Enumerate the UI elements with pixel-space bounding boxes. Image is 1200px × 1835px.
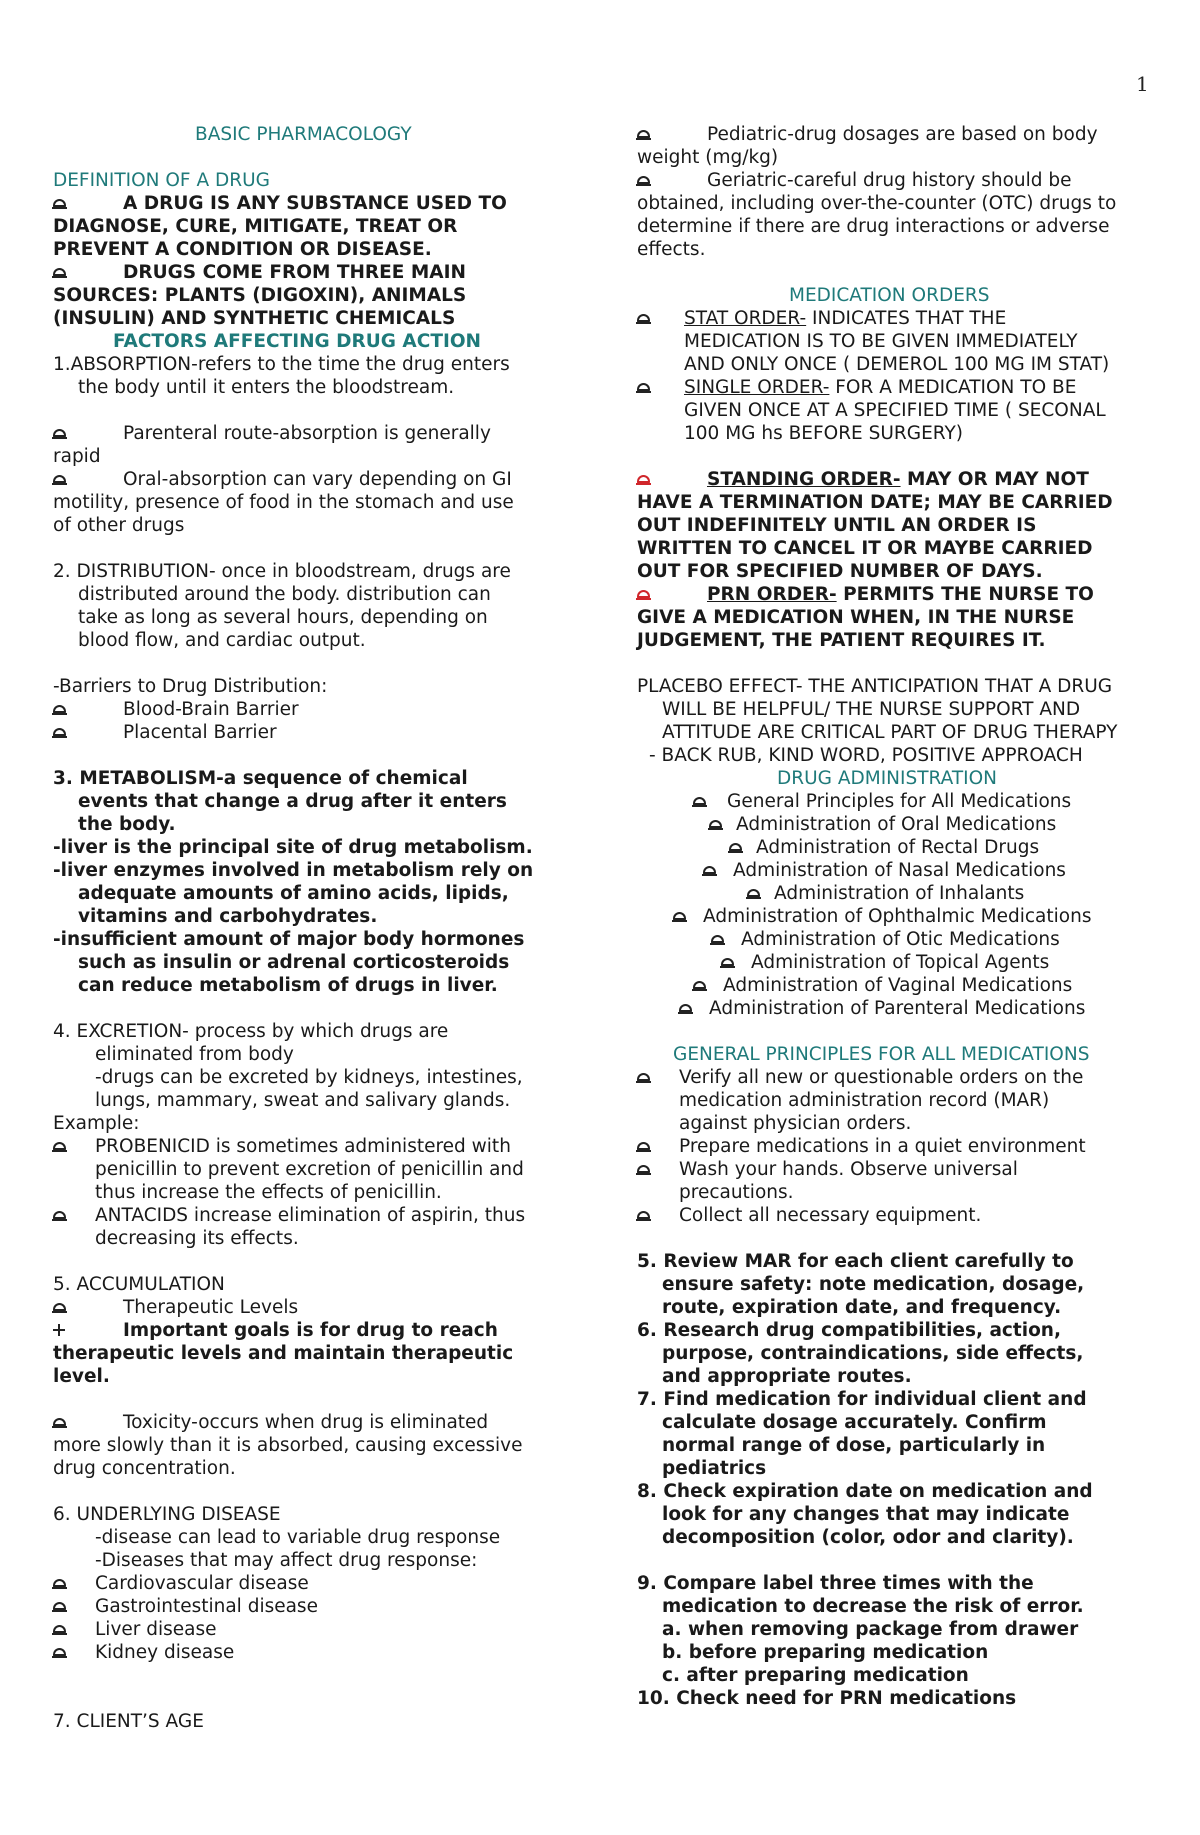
bell-icon [53, 1648, 66, 1656]
step-9-text: medication to decrease the risk of error. [662, 1596, 1084, 1617]
insufficient-text: such as insulin or adrenal corticosteroids [78, 952, 510, 973]
insufficient-text: -insufficient amount of major body hormones [53, 929, 525, 950]
toxicity-text: more slowly than it is absorbed, causing excessive [53, 1435, 523, 1456]
stat-order-label: STAT ORDER- [684, 308, 807, 329]
important-text: Important goals is for drug to reach [123, 1320, 498, 1341]
disease-text: -disease can lead to variable drug response [95, 1527, 501, 1548]
def-bullet-1: A DRUG IS ANY SUBSTANCE USED TO [123, 193, 507, 214]
alert-bell-icon [637, 475, 650, 483]
bell-icon [53, 268, 66, 276]
bell-icon [53, 429, 66, 437]
absorption-text: 1.ABSORPTION-refers to the time the drug enters [53, 354, 510, 375]
important-text: level. [53, 1366, 110, 1387]
bell-icon [637, 130, 650, 138]
step-text: normal range of dose, particularly in [662, 1435, 1046, 1456]
placebo-text: ATTITUDE ARE CRITICAL PART OF DRUG THERAPY [662, 722, 1118, 743]
bell-icon [53, 705, 66, 713]
barrier-item: Blood-Brain Barrier [123, 699, 299, 720]
disease-item: Cardiovascular disease [95, 1573, 309, 1594]
therapeutic-text: Therapeutic Levels [123, 1297, 299, 1318]
single-order-text: GIVEN ONCE AT A SPECIFIED TIME ( SECONAL [684, 400, 1106, 421]
def-bullet-1-line: DIAGNOSE, CURE, MITIGATE, TREAT OR [53, 216, 458, 237]
bell-icon [679, 1004, 692, 1012]
bell-icon [53, 728, 66, 736]
metabolism-text: 3. METABOLISM-a sequence of chemical [53, 768, 468, 789]
probenicid-text: PROBENICID is sometimes administered with [95, 1136, 511, 1157]
step-text: route, expiration date, and frequency. [662, 1297, 1062, 1318]
stat-order-text: MEDICATION IS TO BE GIVEN IMMEDIATELY [684, 331, 1078, 352]
alert-bell-icon [637, 590, 650, 598]
page-number: 1 [1136, 72, 1149, 96]
geriatric-text: obtained, including over-the-counter (OTC) drugs to [637, 193, 1117, 214]
step-text: purpose, contraindications, side effects, [662, 1343, 1084, 1364]
step-9-text: 9. Compare label three times with the [637, 1573, 1034, 1594]
factors-heading: FACTORS AFFECTING DRUG ACTION [113, 331, 482, 352]
step-9-text: b. before preparing medication [662, 1642, 989, 1663]
bell-icon [53, 1142, 66, 1150]
distribution-text: take as long as several hours, depending on [78, 607, 488, 628]
liver-text: -liver is the principal site of drug metabolism. [53, 837, 533, 858]
principle-item: precautions. [679, 1182, 794, 1203]
admin-item: Administration of Oral Medications [736, 814, 1057, 835]
bell-icon [711, 935, 724, 943]
example-label: Example: [53, 1113, 140, 1134]
step-text: decomposition (color, odor and clarity). [662, 1527, 1074, 1548]
placebo-text: WILL BE HELPFUL/ THE NURSE SUPPORT AND [662, 699, 1081, 720]
toxicity-text: drug concentration. [53, 1458, 236, 1479]
admin-item: Administration of Parenteral Medications [709, 998, 1086, 1019]
geriatric-text: effects. [637, 239, 706, 260]
principle-item: Wash your hands. Observe universal [679, 1159, 1018, 1180]
bell-icon [721, 958, 734, 966]
principles-heading: GENERAL PRINCIPLES FOR ALL MEDICATIONS [673, 1044, 1090, 1065]
standing-order-text: WRITTEN TO CANCEL IT OR MAYBE CARRIED [637, 538, 1093, 559]
liver-text: adequate amounts of amino acids, lipids, [78, 883, 509, 904]
bell-icon [747, 889, 760, 897]
insufficient-text: can reduce metabolism of drugs in liver. [78, 975, 498, 996]
bell-icon [53, 1211, 66, 1219]
bell-icon [637, 176, 650, 184]
client-age-heading: 7. CLIENT’S AGE [53, 1711, 204, 1732]
bell-icon [709, 820, 722, 828]
important-text: therapeutic levels and maintain therapeutic [53, 1343, 514, 1364]
disease-item: Kidney disease [95, 1642, 235, 1663]
bell-icon [53, 1602, 66, 1610]
bell-icon [729, 843, 742, 851]
bell-icon [637, 1165, 650, 1173]
step-text: and appropriate routes. [662, 1366, 912, 1387]
underlying-heading: 6. UNDERLYING DISEASE [53, 1504, 281, 1525]
bell-icon [53, 475, 66, 483]
prn-order-label: PRN ORDER- [707, 584, 837, 605]
distribution-text: 2. DISTRIBUTION- once in bloodstream, drugs are [53, 561, 511, 582]
excretion-text: eliminated from body [95, 1044, 294, 1065]
disease-text: -Diseases that may affect drug response: [95, 1550, 478, 1571]
probenicid-text: thus increase the effects of penicillin. [95, 1182, 442, 1203]
step-text: look for any changes that may indicate [662, 1504, 1070, 1525]
distribution-text: distributed around the body. distribution can [78, 584, 491, 605]
admin-item: Administration of Topical Agents [751, 952, 1050, 973]
admin-item: Administration of Otic Medications [741, 929, 1060, 950]
def-bullet-2-line: SOURCES: PLANTS (DIGOXIN), ANIMALS [53, 285, 467, 306]
bell-icon [53, 199, 66, 207]
probenicid-text: penicillin to prevent excretion of penicillin and [95, 1159, 524, 1180]
step-9-text: c. after preparing medication [662, 1665, 969, 1686]
orders-heading: MEDICATION ORDERS [789, 285, 990, 306]
single-order-text: FOR A MEDICATION TO BE [829, 377, 1077, 398]
admin-item: Administration of Ophthalmic Medications [703, 906, 1092, 927]
def-bullet-2: DRUGS COME FROM THREE MAIN [123, 262, 466, 283]
metabolism-text: events that change a drug after it enters [78, 791, 507, 812]
oral-text: motility, presence of food in the stomach and use [53, 492, 514, 513]
barrier-item: Placental Barrier [123, 722, 277, 743]
step-9-text: a. when removing package from drawer [662, 1619, 1079, 1640]
antacids-text: ANTACIDS increase elimination of aspirin, thus [95, 1205, 526, 1226]
bell-icon [637, 1073, 650, 1081]
bell-icon [637, 383, 650, 391]
standing-order-text: OUT INDEFINITELY UNTIL AN ORDER IS [637, 515, 1037, 536]
standing-order-text: OUT FOR SPECIFIED NUMBER OF DAYS. [637, 561, 1043, 582]
prn-order-text: PERMITS THE NURSE TO [836, 584, 1094, 605]
excretion-text: lungs, mammary, sweat and salivary glands. [95, 1090, 511, 1111]
bell-icon [53, 1418, 66, 1426]
principle-item: Prepare medications in a quiet environment [679, 1136, 1086, 1157]
admin-heading: DRUG ADMINISTRATION [777, 768, 997, 789]
parenteral-text: rapid [53, 446, 101, 467]
antacids-text: decreasing its effects. [95, 1228, 299, 1249]
step-text: 7. Find medication for individual client and [637, 1389, 1087, 1410]
stat-order-text: INDICATES THAT THE [806, 308, 1007, 329]
liver-text: vitamins and carbohydrates. [78, 906, 378, 927]
principle-item: medication administration record (MAR) [679, 1090, 1050, 1111]
def-bullet-1-line: PREVENT A CONDITION OR DISEASE. [53, 239, 432, 260]
excretion-text: 4. EXCRETION- process by which drugs are [53, 1021, 449, 1042]
absorption-text: the body until it enters the bloodstream. [78, 377, 455, 398]
standing-order-text: MAY OR MAY NOT [900, 469, 1089, 490]
standing-order-label: STANDING ORDER- [707, 469, 901, 490]
step-text: ensure safety: note medication, dosage, [662, 1274, 1085, 1295]
prn-order-text: GIVE A MEDICATION WHEN, IN THE NURSE [637, 607, 1075, 628]
accumulation-heading: 5. ACCUMULATION [53, 1274, 225, 1295]
definition-heading: DEFINITION OF A DRUG [53, 170, 270, 191]
right-column [637, 123, 1157, 1710]
left-column [53, 123, 573, 1733]
document-title: BASIC PHARMACOLOGY [195, 124, 412, 145]
admin-item: Administration of Inhalants [774, 883, 1025, 904]
admin-item: General Principles for All Medications [727, 791, 1072, 812]
principle-item: Verify all new or questionable orders on the [679, 1067, 1084, 1088]
disease-item: Liver disease [95, 1619, 217, 1640]
oral-text: of other drugs [53, 515, 185, 536]
placebo-text: PLACEBO EFFECT- THE ANTICIPATION THAT A DRUG [637, 676, 1113, 697]
principle-item: Collect all necessary equipment. [679, 1205, 982, 1226]
placebo-text: - BACK RUB, KIND WORD, POSITIVE APPROACH [649, 745, 1083, 766]
bell-icon [53, 1303, 66, 1311]
liver-text: -liver enzymes involved in metabolism rely on [53, 860, 534, 881]
geriatric-text: Geriatric-careful drug history should be [707, 170, 1072, 191]
step-text: 6. Research drug compatibilities, action, [637, 1320, 1061, 1341]
oral-text: Oral-absorption can vary depending on GI [123, 469, 512, 490]
disease-item: Gastrointestinal disease [95, 1596, 318, 1617]
step-text: 8. Check expiration date on medication and [637, 1481, 1093, 1502]
bell-icon [637, 314, 650, 322]
step-10-text: 10. Check need for PRN medications [637, 1688, 1017, 1709]
bell-icon [53, 1579, 66, 1587]
pediatric-text: Pediatric-drug dosages are based on body [707, 124, 1098, 145]
step-text: calculate dosage accurately. Confirm [662, 1412, 1047, 1433]
principle-item: against physician orders. [679, 1113, 912, 1134]
bell-icon [693, 981, 706, 989]
bell-icon [673, 912, 686, 920]
def-bullet-2-line: (INSULIN) AND SYNTHETIC CHEMICALS [53, 308, 456, 329]
diamond-icon [53, 1324, 65, 1336]
single-order-label: SINGLE ORDER- [684, 377, 830, 398]
bell-icon [693, 797, 706, 805]
toxicity-text: Toxicity-occurs when drug is eliminated [123, 1412, 489, 1433]
stat-order-text: AND ONLY ONCE ( DEMEROL 100 MG IM STAT) [684, 354, 1110, 375]
bell-icon [703, 866, 716, 874]
step-text: 5. Review MAR for each client carefully to [637, 1251, 1074, 1272]
single-order-text: 100 MG hs BEFORE SURGERY) [684, 423, 963, 444]
bell-icon [637, 1211, 650, 1219]
parenteral-text: Parenteral route-absorption is generally [123, 423, 491, 444]
admin-item: Administration of Nasal Medications [733, 860, 1066, 881]
geriatric-text: determine if there are drug interactions or adverse [637, 216, 1110, 237]
distribution-text: blood flow, and cardiac output. [78, 630, 366, 651]
admin-item: Administration of Rectal Drugs [756, 837, 1040, 858]
admin-item: Administration of Vaginal Medications [723, 975, 1073, 996]
step-text: pediatrics [662, 1458, 767, 1479]
excretion-text: -drugs can be excreted by kidneys, intestines, [95, 1067, 523, 1088]
pediatric-text: weight (mg/kg) [637, 147, 779, 168]
standing-order-text: HAVE A TERMINATION DATE; MAY BE CARRIED [637, 492, 1113, 513]
bell-icon [53, 1625, 66, 1633]
metabolism-text: the body. [78, 814, 176, 835]
bell-icon [637, 1142, 650, 1150]
barriers-heading: -Barriers to Drug Distribution: [53, 676, 328, 697]
prn-order-text: JUDGEMENT, THE PATIENT REQUIRES IT. [637, 630, 1046, 651]
